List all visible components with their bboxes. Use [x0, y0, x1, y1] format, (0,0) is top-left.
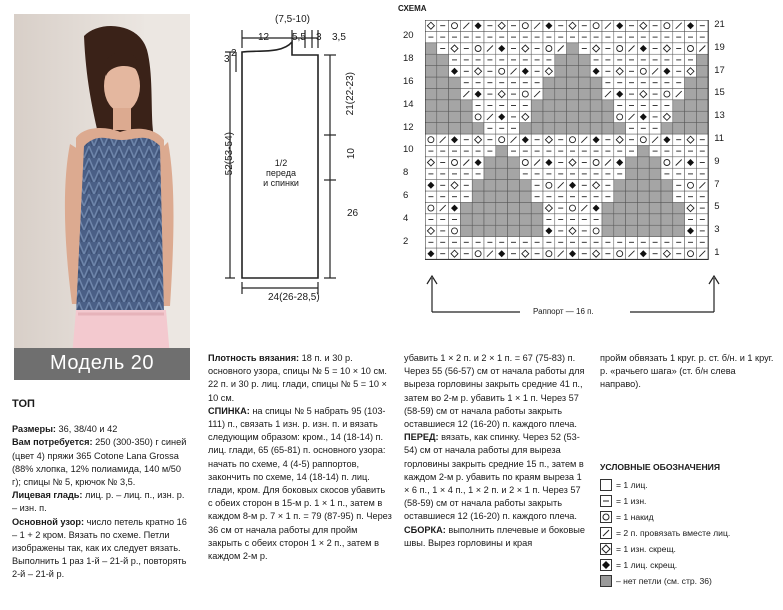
chart-cell	[543, 43, 555, 54]
chart-row-number-right: 7	[714, 178, 720, 190]
legend-symbol-diamond-fill-icon	[600, 559, 612, 571]
chart-cell	[496, 191, 508, 202]
chart-cell	[649, 168, 661, 179]
chart-cell	[555, 54, 567, 65]
chart-cell	[425, 202, 437, 213]
chart-cell	[425, 111, 437, 122]
legend-item	[600, 527, 730, 539]
chart-cell	[590, 123, 602, 134]
chart-row-number-right: 21	[714, 19, 725, 30]
chart-cell	[590, 20, 602, 31]
page-heading: ТОП	[12, 398, 35, 410]
chart-cell	[449, 225, 461, 236]
chart-cell	[637, 66, 649, 77]
col3-paragraph	[404, 352, 588, 431]
chart-cell	[425, 100, 437, 111]
dim-shoulder-mid: 5,5	[292, 32, 306, 43]
chart-cell	[637, 157, 649, 168]
chart-cell	[555, 111, 567, 122]
chart-cell	[590, 225, 602, 236]
chart-cell	[437, 111, 449, 122]
chart-cell	[519, 225, 531, 236]
col1-paragraph	[12, 516, 192, 582]
chart-row-number-left: 4	[403, 212, 409, 224]
chart-cell	[519, 191, 531, 202]
chart-cell	[685, 111, 697, 122]
chart-cell	[449, 20, 461, 31]
chart-cell	[508, 180, 520, 191]
chart-cell	[543, 248, 555, 259]
chart-cell	[531, 202, 543, 213]
chart-cell	[425, 88, 437, 99]
schematic-label-1: 1/2 переда	[266, 158, 296, 178]
chart-cell	[543, 123, 555, 134]
chart-cell	[555, 66, 567, 77]
col1-paragraph	[12, 489, 192, 515]
chart-cell	[460, 111, 472, 122]
chart-cell	[590, 88, 602, 99]
chart-cell	[449, 100, 461, 111]
chart-cell	[484, 202, 496, 213]
col2-paragraph-text: на спицы № 5 набрать 95 (103-111) п., связать 1 изн. р. изн. п. и вязать следующим образом: кром., 14 (18-14) п. лиц. глади, 65 (65-81) п. основного узора: начать по схеме, 4 (4-5) раппортов, закончить по схеме, 14 (18-14) п. лиц. глади, кром. Для боковых скосов убавить с обеих сторон в 15-м р. 1 × 1 п., затем в каждом 8-м р. 7 × 1 п. = 79 (87-95) п. Через 36 см от начала работы для пройм закрыть с обеих сторон 1 × 2 п., затем в каждом 2-м р.	[208, 405, 392, 562]
chart-cell	[496, 134, 508, 145]
chart-cell	[472, 191, 484, 202]
text-column-2	[208, 352, 392, 563]
chart-cell	[531, 225, 543, 236]
col1-paragraph-text: 250 (300-350) г синей (цвет 4) пряжи 365 Cotone Lana Grossa (88% хлопка, 12% полиамида, 140 м/50 г); спицы № 5, крючок № 3,5.	[12, 437, 187, 488]
chart-cell	[437, 77, 449, 88]
chart-cell	[484, 225, 496, 236]
chart-cell	[696, 100, 708, 111]
chart-cell	[437, 100, 449, 111]
chart-cell	[661, 157, 673, 168]
chart-cell	[519, 202, 531, 213]
chart-cell	[649, 157, 661, 168]
chart-cell	[543, 100, 555, 111]
chart-cell	[543, 88, 555, 99]
chart-row-number-right: 9	[714, 155, 720, 167]
chart-cell	[425, 66, 437, 77]
chart-cell	[602, 100, 614, 111]
chart-cell	[484, 180, 496, 191]
chart-row-number-left: 2	[403, 235, 409, 247]
chart-cell	[696, 111, 708, 122]
repeat-label: Раппорт — 16 п.	[533, 307, 594, 316]
col3-paragraph-text: вязать, как спинку. Через 52 (53-54) см от начала работы для выреза горловины закрыть средние 15 п., затем в каждом 2-м р. убавить по краям выреза 1 × 6 п., 1 × 4 п., 1 × 2 п. и 2 × 1 п. Через 57 (58-59) см от начала работы закрыть оставшиеся 12 (16-20) п. каждого плеча.	[404, 432, 584, 522]
chart-cell	[531, 123, 543, 134]
chart-row-number-left: 20	[403, 30, 414, 42]
chart-cell	[661, 191, 673, 202]
chart-cell	[661, 202, 673, 213]
chart-cell	[460, 123, 472, 134]
legend-item	[600, 559, 677, 571]
chart-cell	[614, 191, 626, 202]
chart-cell	[496, 214, 508, 225]
photo-caption-bar	[14, 348, 190, 380]
chart-cell	[519, 20, 531, 31]
col3-paragraph	[404, 524, 588, 550]
chart-cell	[685, 43, 697, 54]
chart-cell	[496, 168, 508, 179]
chart-cell	[543, 111, 555, 122]
chart-cell	[649, 180, 661, 191]
legend-item	[600, 511, 654, 523]
col1-paragraph	[12, 436, 192, 489]
chart-cell	[614, 123, 626, 134]
chart-cell	[661, 20, 673, 31]
model-photo	[14, 14, 190, 380]
chart-cell	[531, 214, 543, 225]
chart-cell	[614, 214, 626, 225]
chart-cell	[661, 180, 673, 191]
photo-caption: Модель 20	[49, 352, 155, 374]
legend-item	[600, 575, 712, 587]
dim-shoulder-r2: 3,5	[332, 32, 346, 43]
chart-cell	[696, 66, 708, 77]
chart-cell	[578, 77, 590, 88]
chart-row-number-right: 17	[714, 64, 725, 76]
chart-cell	[472, 43, 484, 54]
col4-paragraph-text: пройм обвязать 1 круг. р. ст. б/н. и 1 круг. р. «рачьего шага» (ст. б/н слева направо).	[600, 353, 774, 390]
legend-text: = 2 п. провязать вместе лиц.	[616, 528, 731, 538]
chart-cell	[472, 248, 484, 259]
chart-row-number-left: 10	[403, 144, 414, 156]
dim-side-10: 10	[346, 148, 357, 160]
chart-cell	[649, 191, 661, 202]
chart-cell	[567, 100, 579, 111]
col4-paragraph	[600, 352, 778, 392]
chart-cell	[673, 225, 685, 236]
col1-paragraph-heading: Вам потребуется:	[12, 437, 93, 448]
legend-text: = 1 накид	[616, 512, 654, 522]
chart-row-number-right: 19	[714, 41, 725, 53]
legend-text: = 1 изн. скрещ.	[616, 544, 676, 554]
chart-cell	[496, 66, 508, 77]
chart-cell	[649, 225, 661, 236]
chart-cell	[472, 214, 484, 225]
chart-cell	[484, 168, 496, 179]
chart-cell	[567, 43, 579, 54]
chart-cell	[696, 123, 708, 134]
chart-cell	[472, 111, 484, 122]
chart-row-number-left: 12	[403, 121, 414, 133]
chart-cell	[590, 111, 602, 122]
chart-cell	[508, 214, 520, 225]
chart-cell	[508, 191, 520, 202]
chart-cell	[685, 77, 697, 88]
dim-armhole: 21(22-23)	[345, 72, 356, 116]
dim-shoulder-left: 12	[258, 32, 270, 43]
chart-cell	[460, 100, 472, 111]
chart-cell	[437, 54, 449, 65]
chart-cell	[578, 66, 590, 77]
chart-row-number-left: 6	[403, 190, 409, 201]
chart-cell	[508, 157, 520, 168]
chart-cell	[578, 54, 590, 65]
col1-paragraph-text: число петель кратно 16 – 1 + 2 кром. Вязать по схеме. Петли изображены так, как их следует вязать. Выполнить 1 раз 1-й – 21-й р., повторять 2-й – 21-й р.	[12, 516, 187, 580]
chart-cell	[496, 202, 508, 213]
col2-paragraph	[208, 405, 392, 563]
chart-cell	[449, 88, 461, 99]
chart-cell	[567, 77, 579, 88]
chart-title: СХЕМА	[398, 4, 427, 13]
legend-symbol-gray-icon	[600, 575, 612, 587]
chart-cell	[614, 225, 626, 236]
chart-cell	[567, 54, 579, 65]
chart-cell	[637, 225, 649, 236]
chart-cell	[543, 77, 555, 88]
chart-cell	[614, 248, 626, 259]
chart-row-number-left: 8	[403, 167, 409, 179]
chart-cell	[567, 88, 579, 99]
chart-cell	[614, 43, 626, 54]
col1-paragraph-text: лиц. р. – лиц. п., изн. р. – изн. п.	[12, 490, 185, 514]
col1-paragraph-heading: Основной узор:	[12, 516, 85, 527]
chart-cell	[519, 88, 531, 99]
dim-shoulder-r1: 3	[316, 32, 322, 43]
chart-cell	[685, 180, 697, 191]
legend-item	[600, 479, 648, 491]
dim-top: (7,5-10)	[275, 14, 311, 25]
chart-cell	[449, 157, 461, 168]
legend-item	[600, 543, 676, 555]
chart-cell	[614, 202, 626, 213]
chart-cell	[484, 214, 496, 225]
chart-cell	[602, 225, 614, 236]
legend-text: = 1 лиц. скрещ.	[616, 560, 678, 570]
chart-cell	[685, 248, 697, 259]
chart-cell	[567, 123, 579, 134]
chart-cell	[590, 100, 602, 111]
chart-cell	[637, 202, 649, 213]
chart-row-number-right: 5	[714, 201, 720, 213]
chart-cell	[649, 214, 661, 225]
chart-cell	[496, 157, 508, 168]
chart-cell	[460, 202, 472, 213]
chart-cell	[472, 225, 484, 236]
col3-paragraph	[404, 431, 588, 523]
chart-cell	[578, 123, 590, 134]
chart-cell	[673, 111, 685, 122]
text-column-4	[600, 352, 778, 392]
chart-row-number-right: 13	[714, 110, 725, 122]
chart-cell	[578, 100, 590, 111]
chart-cell	[425, 77, 437, 88]
chart-row-number-right: 1	[714, 247, 720, 258]
chart-cell	[685, 88, 697, 99]
chart-cell	[531, 100, 543, 111]
chart-cell	[637, 180, 649, 191]
chart-cell	[496, 145, 508, 156]
chart-cell	[567, 111, 579, 122]
legend-text: = 1 изн.	[616, 496, 647, 506]
chart-cell	[472, 202, 484, 213]
chart-cell	[696, 54, 708, 65]
chart-cell	[626, 168, 638, 179]
chart-cell	[626, 225, 638, 236]
legend-text: – нет петли (см. стр. 36)	[616, 576, 712, 586]
chart-cell	[508, 225, 520, 236]
chart-cell	[449, 77, 461, 88]
chart-cell	[649, 202, 661, 213]
chart-cell	[449, 123, 461, 134]
chart-cell	[519, 180, 531, 191]
chart-cell	[590, 157, 602, 168]
chart-cell	[673, 100, 685, 111]
chart-cell	[519, 123, 531, 134]
chart-cell	[555, 88, 567, 99]
chart-cell	[567, 66, 579, 77]
text-column-3	[404, 352, 588, 550]
chart-cell	[567, 202, 579, 213]
schematic-label-2: и спинки	[263, 178, 299, 188]
chart-cell	[661, 88, 673, 99]
chart-cell	[673, 123, 685, 134]
chart-cell	[519, 214, 531, 225]
chart-cell	[626, 157, 638, 168]
legend-symbol-diamond-open-icon	[600, 543, 612, 555]
legend-item	[600, 495, 646, 507]
chart-cell	[626, 202, 638, 213]
chart-cell	[661, 123, 673, 134]
schematic-label	[260, 158, 302, 188]
chart-cell	[519, 157, 531, 168]
chart-cell	[602, 202, 614, 213]
chart-cell	[449, 111, 461, 122]
chart-row-number-right: 11	[714, 133, 725, 144]
chart-cell	[661, 214, 673, 225]
chart-cell	[637, 191, 649, 202]
legend-symbol-slash-icon	[600, 527, 612, 539]
legend-text: = 1 лиц.	[616, 480, 648, 490]
chart-cell	[590, 77, 602, 88]
legend-symbol-blank-icon	[600, 479, 612, 491]
chart-cell	[602, 123, 614, 134]
chart-cell	[472, 123, 484, 134]
col1-paragraph-text: 36, 38/40 и 42	[56, 424, 118, 435]
col3-paragraph-heading: ПЕРЕД:	[404, 432, 439, 443]
chart-cell	[673, 202, 685, 213]
col1-paragraph-heading: Размеры:	[12, 424, 56, 435]
chart-cell	[696, 77, 708, 88]
chart-cell	[626, 180, 638, 191]
legend-title: УСЛОВНЫЕ ОБОЗНАЧЕНИЯ	[600, 462, 721, 472]
chart-cell	[637, 145, 649, 156]
chart-cell	[578, 88, 590, 99]
chart-cell	[508, 202, 520, 213]
chart-cell	[626, 214, 638, 225]
chart-cell	[425, 54, 437, 65]
chart-cell	[437, 66, 449, 77]
chart-cell	[696, 88, 708, 99]
chart-cell	[555, 123, 567, 134]
chart-cell	[496, 225, 508, 236]
chart-cell	[602, 214, 614, 225]
col2-paragraph-heading: СПИНКА:	[208, 405, 250, 416]
col2-paragraph	[208, 352, 392, 405]
chart-cell	[508, 168, 520, 179]
chart-row-number-right: 3	[714, 224, 720, 236]
chart-cell	[425, 134, 437, 145]
chart-cell	[484, 191, 496, 202]
chart-row-number-left: 14	[403, 98, 414, 110]
dim-side-26: 26	[347, 208, 359, 219]
col1-paragraph-heading: Лицевая гладь:	[12, 490, 83, 501]
stitch-chart	[425, 20, 715, 270]
dim-neck-drop: 3	[224, 54, 230, 65]
chart-row-number-left: 16	[403, 76, 414, 87]
col3-paragraph-heading: СБОРКА:	[404, 524, 446, 535]
chart-row-number-right: 15	[714, 87, 725, 99]
chart-cell	[567, 134, 579, 145]
chart-cell	[496, 180, 508, 191]
col1-paragraph	[12, 423, 192, 436]
chart-cell	[614, 180, 626, 191]
chart-cell	[460, 225, 472, 236]
chart-cell	[531, 111, 543, 122]
chart-cell	[437, 88, 449, 99]
chart-cell	[472, 180, 484, 191]
col3-paragraph-text: убавить 1 × 2 п. и 2 × 1 п. = 67 (75-83) п. Через 55 (56-57) см от начала работы для выреза горловины закрыть средние 41 п., затем во 2-м р. убавить 1 × 1 п. Через 57 (58-59) см от начала работы закрыть оставшиеся 12 (16-20) п. каждого плеча.	[404, 353, 585, 430]
chart-cell	[460, 214, 472, 225]
chart-cell	[602, 111, 614, 122]
chart-cell	[685, 100, 697, 111]
chart-cell	[661, 225, 673, 236]
legend-symbol-dash-icon	[600, 495, 612, 507]
chart-cell	[673, 214, 685, 225]
chart-cell	[578, 111, 590, 122]
chart-cell	[626, 191, 638, 202]
chart-cell	[555, 77, 567, 88]
dim-total-height: 52(53-54)	[224, 132, 235, 176]
chart-cell	[555, 100, 567, 111]
chart-row-number-left: 18	[403, 53, 414, 65]
chart-cell	[614, 111, 626, 122]
chart-cell	[425, 123, 437, 134]
col2-paragraph-text: 18 п. и 30 р. основного узора, спицы № 5 = 10 × 10 см. 22 п. и 30 р. лиц. глади, спицы № 5 = 10 × 10 см.	[208, 353, 387, 403]
chart-cell	[543, 180, 555, 191]
chart-cell	[484, 157, 496, 168]
dim-width: 24(26-28,5)	[268, 292, 320, 303]
chart-cell	[637, 134, 649, 145]
col3-paragraph-text: выполнить плечевые и боковые швы. Вырез горловины и края	[404, 524, 585, 548]
chart-cell	[637, 214, 649, 225]
chart-cell	[425, 43, 437, 54]
text-column-1	[12, 398, 192, 582]
dim-neck-small: 2	[231, 48, 237, 59]
chart-cell	[637, 168, 649, 179]
col2-paragraph-heading: Плотность вязания:	[208, 353, 300, 363]
chart-cell	[685, 123, 697, 134]
chart-cell	[437, 123, 449, 134]
legend-symbol-circle-icon	[600, 511, 612, 523]
